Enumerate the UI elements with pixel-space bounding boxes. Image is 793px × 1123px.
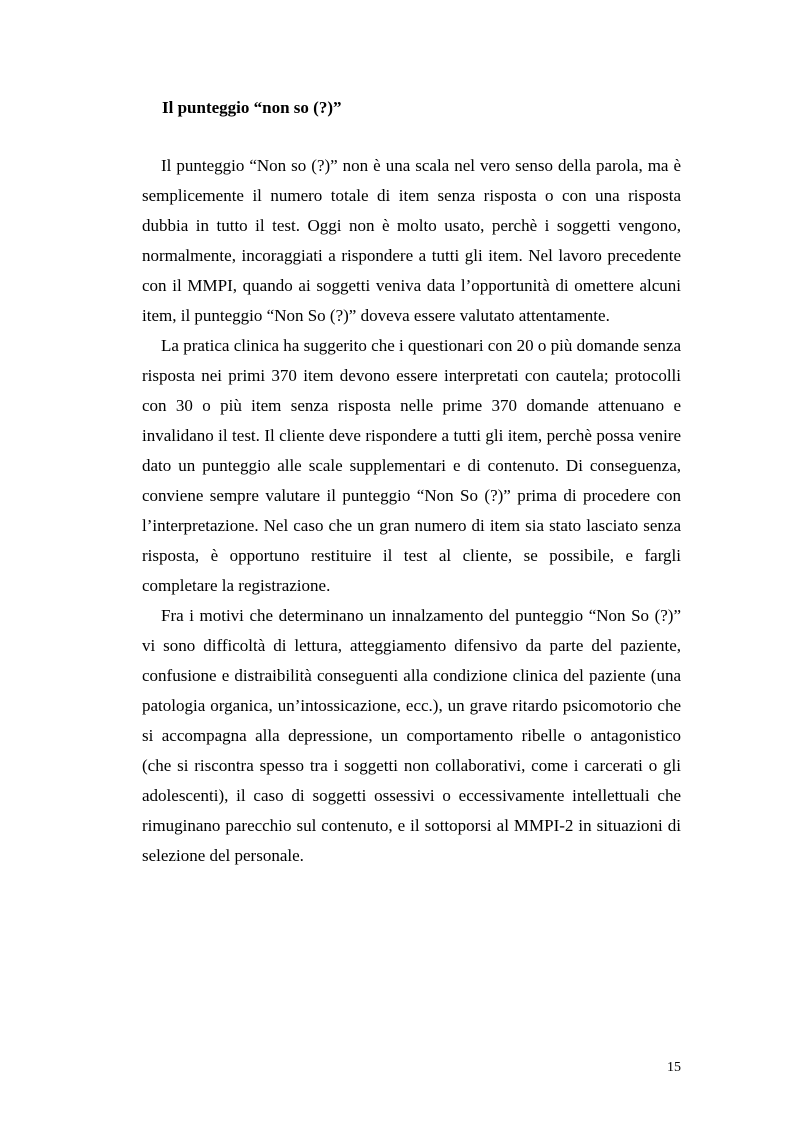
body-text xyxy=(142,151,681,871)
paragraph-1: Il punteggio “Non so (?)” non è una scala nel vero senso della parola, ma è semplicemente il numero totale di item senza risposta o con una risposta dubbia in tutto il test. Oggi non è molto usato, perchè i soggetti vengono, normalmente, incoraggiati a rispondere a tutti gli item. Nel lavoro precedente con il MMPI, quando ai soggetti veniva data l’opportunità di omettere alcuni item, il punteggio “Non So (?)” doveva essere valutato attentamente. xyxy=(142,156,681,325)
paragraph-3: Fra i motivi che determinano un innalzamento del punteggio “Non So (?)” vi sono difficoltà di lettura, atteggiamento difensivo da parte del paziente, confusione e distraibilità conseguenti alla condizione clinica del paziente (una patologia organica, un’intossicazione, ecc.), un grave ritardo psicomotorio che si accompagna alla depressione, un comportamento ribelle o antagonistico (che si riscontra spesso tra i soggetti non collaborativi, come i carcerati o gli adolescenti), il caso di soggetti ossessivi o eccessivamente intellettuali che rimuginano parecchio sul contenuto, e il sottoporsi al MMPI-2 in situazioni di selezione del personale. xyxy=(142,606,681,865)
section-heading: Il punteggio “non so (?)” xyxy=(162,98,342,117)
page-number: 15 xyxy=(667,1060,681,1075)
paragraph-2: La pratica clinica ha suggerito che i questionari con 20 o più domande senza risposta nei primi 370 item devono essere interpretati con cautela; protocolli con 30 o più item senza risposta nelle prime 370 domande attenuano e invalidano il test. Il cliente deve rispondere a tutti gli item, perchè possa venire dato un punteggio alle scale supplementari e di contenuto. Di conseguenza, conviene sempre valutare il punteggio “Non So (?)” prima di procedere con l’interpretazione. Nel caso che un gran numero di item sia stato lasciato senza risposta, è opportuno restituire il test al cliente, se possibile, e fargli completare la registrazione. xyxy=(142,336,681,595)
